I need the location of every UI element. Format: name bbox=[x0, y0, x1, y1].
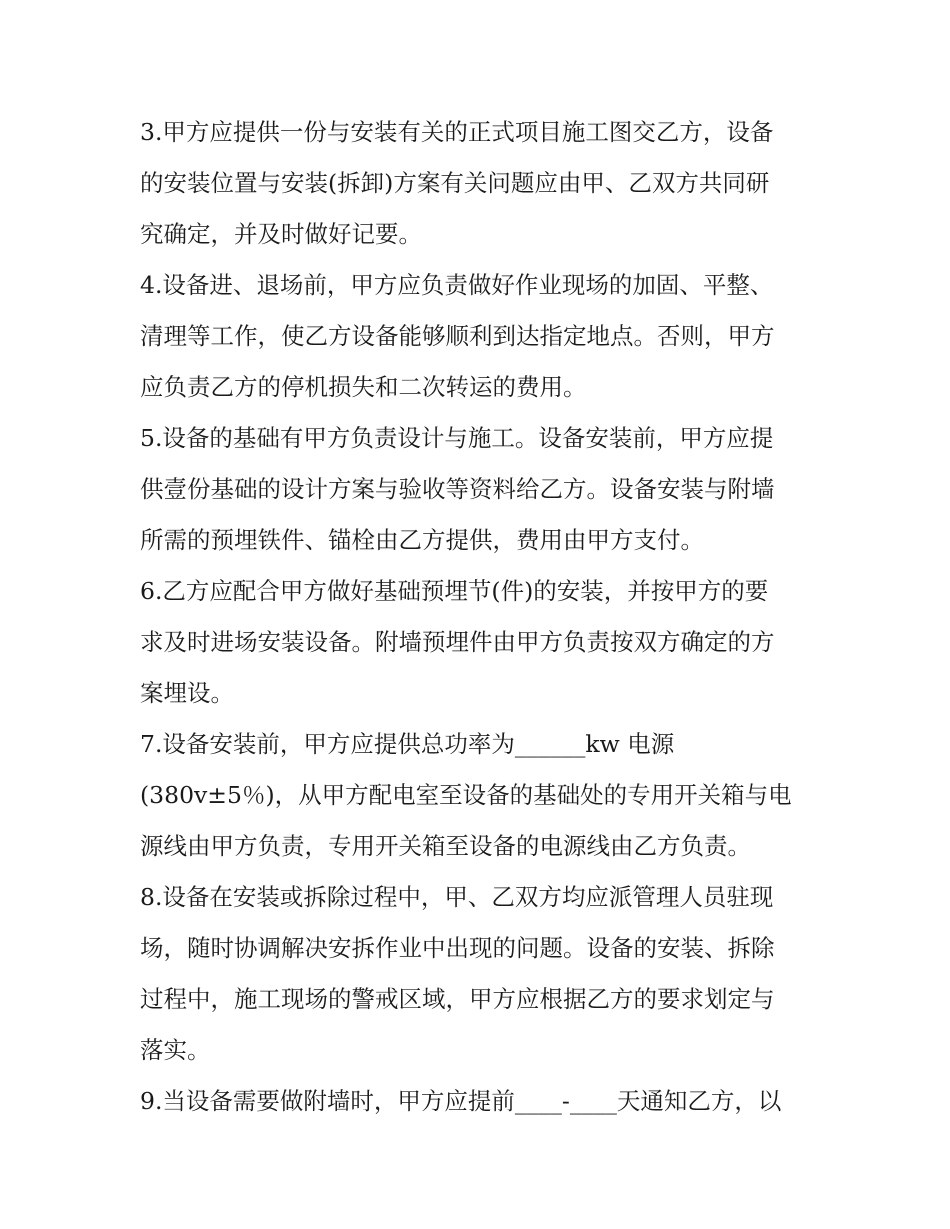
clause-text-line: 3.甲方应提供一份与安装有关的正式项目施工图交乙方，设备 bbox=[140, 118, 774, 146]
clause-text-line: 的安装位置与安装(拆卸)方案有关问题应由甲、乙双方共同研 bbox=[140, 169, 770, 197]
clause-text-line: 8.设备在安装或拆除过程中，甲、乙双方均应派管理人员驻现 bbox=[140, 883, 774, 911]
clause-text-line: 所需的预埋铁件、锚栓由乙方提供，费用由甲方支付。 bbox=[140, 526, 704, 554]
clause-text-line: 供壹份基础的设计方案与验收等资料给乙方。设备安装与附墙 bbox=[140, 475, 775, 503]
clause-text-line: 场，随时协调解决安拆作业中出现的问题。设备的安装、拆除 bbox=[140, 934, 775, 962]
contract-clause-9 bbox=[140, 1076, 815, 1127]
clause-text-line: 求及时进场安装设备。附墙预埋件由甲方负责按双方确定的方 bbox=[140, 628, 775, 656]
clause-text-line: (380v±5％)，从甲方配电室至设备的基础处的专用开关箱与电 bbox=[140, 781, 792, 809]
document-body bbox=[140, 107, 815, 1127]
contract-clause-3 bbox=[140, 107, 815, 260]
clause-text-line: 过程中，施工现场的警戒区域，甲方应根据乙方的要求划定与 bbox=[140, 985, 775, 1013]
contract-clause-8 bbox=[140, 872, 815, 1076]
contract-clause-6 bbox=[140, 566, 815, 719]
clause-text-line: 7.设备安装前，甲方应提供总功率为______kw 电源 bbox=[140, 730, 675, 758]
clause-text-line: 清理等工作，使乙方设备能够顺利到达指定地点。否则，甲方 bbox=[140, 322, 775, 350]
clause-text-line: 落实。 bbox=[140, 1036, 211, 1064]
clause-text-line: 6.乙方应配合甲方做好基础预埋节(件)的安装，并按甲方的要 bbox=[140, 577, 769, 605]
contract-clause-4 bbox=[140, 260, 815, 413]
contract-clause-5 bbox=[140, 413, 815, 566]
clause-text-line: 案埋设。 bbox=[140, 679, 234, 707]
clause-text-line: 4.设备进、退场前，甲方应负责做好作业现场的加固、平整、 bbox=[140, 271, 774, 299]
clause-text-line: 应负责乙方的停机损失和二次转运的费用。 bbox=[140, 373, 587, 401]
clause-text-line: 究确定，并及时做好记要。 bbox=[140, 220, 422, 248]
clause-text-line: 9.当设备需要做附墙时，甲方应提前____-____天通知乙方，以 bbox=[140, 1087, 782, 1115]
clause-text-line: 源线由甲方负责，专用开关箱至设备的电源线由乙方负责。 bbox=[140, 832, 751, 860]
contract-clause-7 bbox=[140, 719, 815, 872]
clause-text-line: 5.设备的基础有甲方负责设计与施工。设备安装前，甲方应提 bbox=[140, 424, 774, 452]
